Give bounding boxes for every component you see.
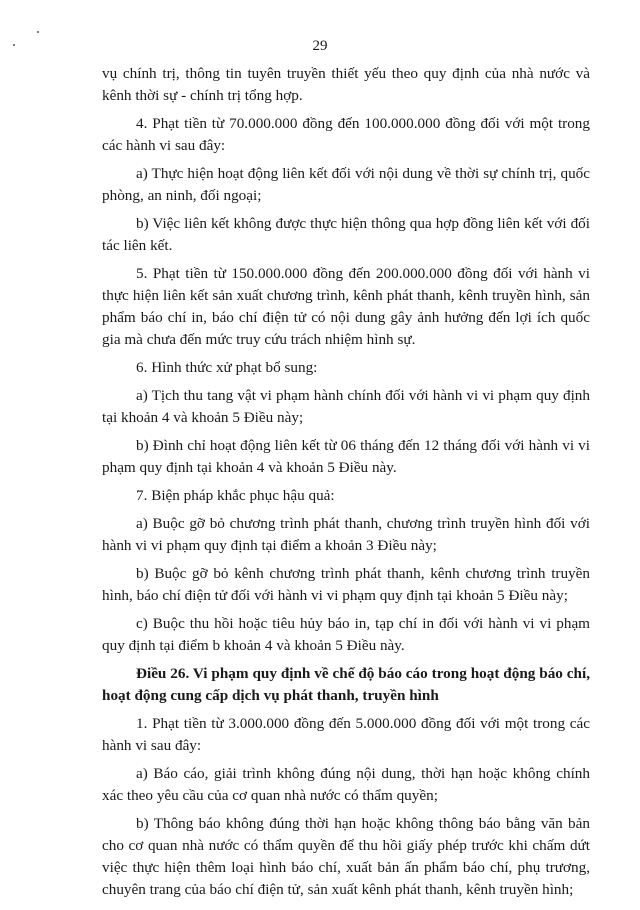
page-number: 29 bbox=[312, 38, 328, 54]
paragraph-clause-5: 5. Phạt tiền từ 150.000.000 đồng đến 200.000.000 đồng đối với hành vi thực hiện liên kết sản xuất chương trình, kênh phát thanh, kênh truyền hình, sản phẩm báo chí in, báo chí điện tử có nội dung gây ảnh hưởng đến lợi ích quốc gia mà chưa đến mức truy cứu trách nhiệm hình sự. bbox=[102, 265, 590, 348]
paragraph-clause-4a: a) Thực hiện hoạt động liên kết đối với nội dung về thời sự chính trị, quốc phòng, an ninh, đối ngoại; bbox=[102, 165, 590, 204]
paragraph-clause-7c: c) Buộc thu hồi hoặc tiêu hủy báo in, tạp chí in đối với hành vi vi phạm quy định tại điểm b khoản 4 và khoản 5 Điều này. bbox=[102, 615, 590, 654]
paragraph-clause-4: 4. Phạt tiền từ 70.000.000 đồng đến 100.000.000 đồng đối với một trong các hành vi sau đây: bbox=[102, 115, 590, 154]
paragraph-article-26-clause-1b: b) Thông báo không đúng thời hạn hoặc không thông báo bằng văn bản cho cơ quan nhà nước có thẩm quyền để thu hồi giấy phép trước khi chấm dứt việc thực hiện thêm loại hình báo chí, xuất bản ấn phẩm báo chí, phụ trương, chuyên trang của báo chí điện tử, sản xuất kênh phát thanh, kênh truyền hình; bbox=[102, 815, 590, 898]
paragraph-clause-6a: a) Tịch thu tang vật vi phạm hành chính đối với hành vi vi phạm quy định tại khoản 4 và khoản 5 Điều này; bbox=[102, 387, 590, 426]
paragraph-article-26-clause-1a: a) Báo cáo, giải trình không đúng nội dung, thời hạn hoặc không chính xác theo yêu cầu của cơ quan nhà nước có thẩm quyền; bbox=[102, 765, 590, 804]
paragraph-clause-6: 6. Hình thức xử phạt bổ sung: bbox=[136, 359, 318, 376]
paragraph-clause-7b: b) Buộc gỡ bỏ kênh chương trình phát thanh, kênh chương trình truyền hình, báo chí điện tử đối với hành vi vi phạm quy định tại khoản 5 Điều này; bbox=[102, 565, 590, 604]
paragraph-clause-6b: b) Đình chỉ hoạt động liên kết từ 06 tháng đến 12 tháng đối với hành vi vi phạm quy định tại khoản 4 và khoản 5 Điều này. bbox=[102, 437, 590, 476]
article-heading: Điều 26. Vi phạm quy định về chế độ báo cáo trong hoạt động báo chí, hoạt động cung cấp dịch vụ phát thanh, truyền hình bbox=[102, 665, 590, 704]
paragraph-article-26-clause-1: 1. Phạt tiền từ 3.000.000 đồng đến 5.000.000 đồng đối với một trong các hành vi sau đây: bbox=[102, 715, 590, 754]
document-body bbox=[102, 63, 590, 907]
scan-speck bbox=[37, 31, 39, 33]
paragraph-continuation: vụ chính trị, thông tin tuyên truyền thiết yếu theo quy định của nhà nước và kênh thời sự - chính trị tổng hợp. bbox=[102, 65, 590, 104]
paragraph-clause-4b: b) Việc liên kết không được thực hiện thông qua hợp đồng liên kết với đối tác liên kết. bbox=[102, 215, 590, 254]
paragraph-clause-7a: a) Buộc gỡ bỏ chương trình phát thanh, chương trình truyền hình đối với hành vi vi phạm quy định tại điểm a khoản 3 Điều này; bbox=[102, 515, 590, 554]
paragraph-clause-7: 7. Biện pháp khắc phục hậu quả: bbox=[136, 487, 335, 504]
